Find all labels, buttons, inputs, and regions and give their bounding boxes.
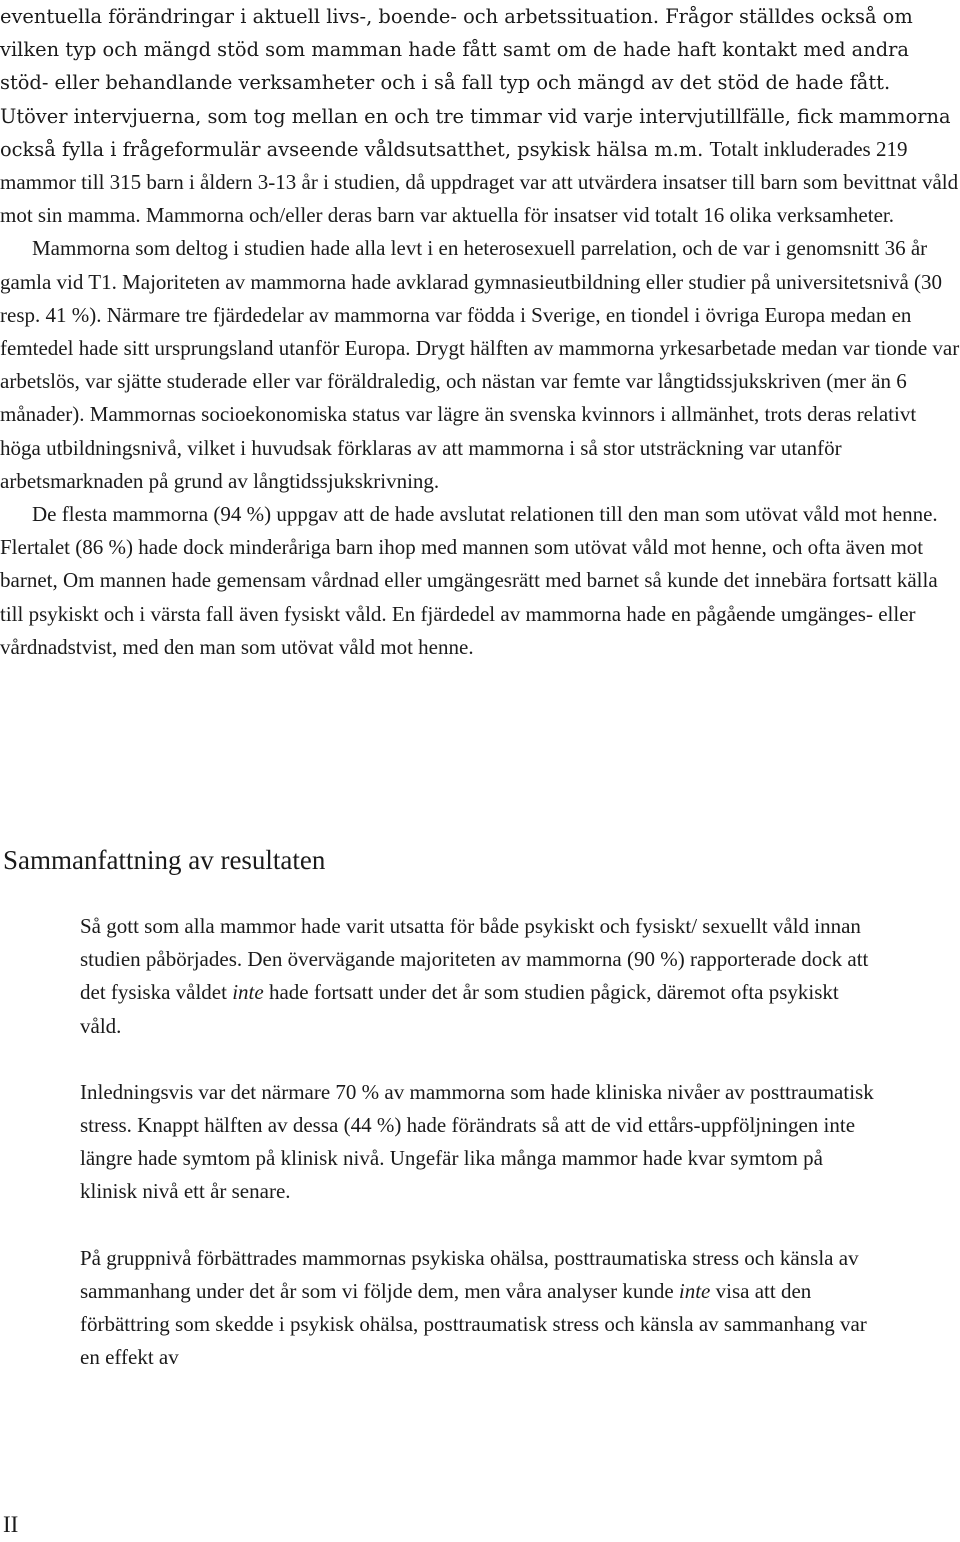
paragraph-relationships: De flesta mammorna (94 %) uppgav att de hade avslutat relationen till den man som utövat våld mot henne. Flertalet (86 %) hade dock minderåriga barn ihop med mannen som utövat våld mot henne, och ofta även mot barnet, Om mannen hade gemensam vårdnad eller umgängesrätt med barnet så kunde det innebära fortsatt källa till psykiskt och i värsta fall även fysiskt våld. En fjärdedel av mammorna hade en pågående umgänges- eller vårdnadstvist, med den man som utövat våld mot henne. bbox=[0, 502, 938, 659]
body-text bbox=[0, 0, 960, 664]
summary-group-part-1: På gruppnivå förbättrades mammornas psykiska ohälsa, posttraumatiska stress och känsla av sammanhang under det år som vi följde dem, men våra analyser kunde bbox=[80, 1245, 859, 1303]
page-number: II bbox=[3, 1512, 19, 1537]
summary-paragraph-violence bbox=[80, 910, 880, 1043]
summary-paragraph-ptsd: Inledningsvis var det närmare 70 % av mammorna som hade kliniska nivåer av posttraumatisk stress. Knappt hälften av dessa (44 %) hade förändrats så att de vid ettårs-uppföljningen inte längre hade symtom på klinisk nivå. Ungefär lika många mammor hade kvar symtom på klinisk nivå ett år senare. bbox=[80, 1079, 874, 1204]
summary-paragraph-group-level bbox=[80, 1242, 880, 1375]
summary-violence-part-2: hade fortsatt under det år som studien pågick, däremot ofta psykiskt våld. bbox=[80, 980, 839, 1038]
summary-violence-emphasis: inte bbox=[232, 980, 264, 1005]
paragraph-interview-details bbox=[0, 0, 960, 232]
paragraph-interview-part-1: eventuella förändringar i aktuell livs-, boende- och arbetssituation. Frågor ställdes också om vilken typ och mängd stöd som mamman hade fått samt om de hade haft kontakt med andra stöd- eller behandlande verksamheter och i så fall typ och mängd av det stöd de hade fått. bbox=[0, 5, 913, 95]
paragraph-interview-part-2: Utöver intervjuerna, som tog mellan en och tre timmar vid varje intervjutillfälle, fick mammorna också fylla i frågeformulär avseende våldsutsatthet, psykisk hälsa m.m. bbox=[0, 104, 951, 161]
summary-group-emphasis: inte bbox=[678, 1278, 711, 1303]
summary-violence-part-1: Så gott som alla mammor hade varit utsatta för både psykiskt och fysiskt/ sexuellt våld innan studien påbörjades. Den övervägande majoriteten av mammorna (90 %) rapporterade dock att det fysiska våldet bbox=[80, 914, 869, 1005]
summary-box bbox=[80, 910, 880, 1407]
summary-group-part-2: visa att den förbättring som skedde i psykisk ohälsa, posttraumatisk stress och känsla av sammanhang var en effekt av bbox=[80, 1278, 867, 1370]
paragraph-participants: Mammorna som deltog i studien hade alla levt i en heterosexuell parrelation, och de var i genomsnitt 36 år gamla vid T1. Majoriteten av mammorna hade avklarad gymnasieutbildning eller studier på universitetsnivå (30 resp. 41 %). Närmare tre fjärdedelar av mammorna var födda i Sverige, en tiondel i övriga Europa medan en femtedel hade sitt ursprungsland utanför Europa. Drygt hälften av mammorna yrkesarbetade medan var tionde var arbetslös, var sjätte studerade eller var föräldraledig, och nästan var femte var långtidssjukskriven (mer än 6 månader). Mammornas socioekonomiska status var lägre än svenska kvinnors i allmänhet, trots deras relativt höga utbildningsnivå, vilket i huvudsak förklaras av att mammorna i så stor utsträckning var utanför arbetsmarknaden på grund av långtidssjukskrivning. bbox=[0, 236, 960, 493]
paragraph-interview-part-3: Totalt inkluderades 219 mammor till 315 barn i åldern 3-13 år i studien, då uppdraget var att utvärdera insatser till barn som bevittnat våld mot sin mamma. Mammorna och/eller deras barn var aktuella för insatser vid totalt 16 olika verksamheter. bbox=[0, 136, 959, 228]
section-heading: Sammanfattning av resultaten bbox=[3, 845, 326, 875]
